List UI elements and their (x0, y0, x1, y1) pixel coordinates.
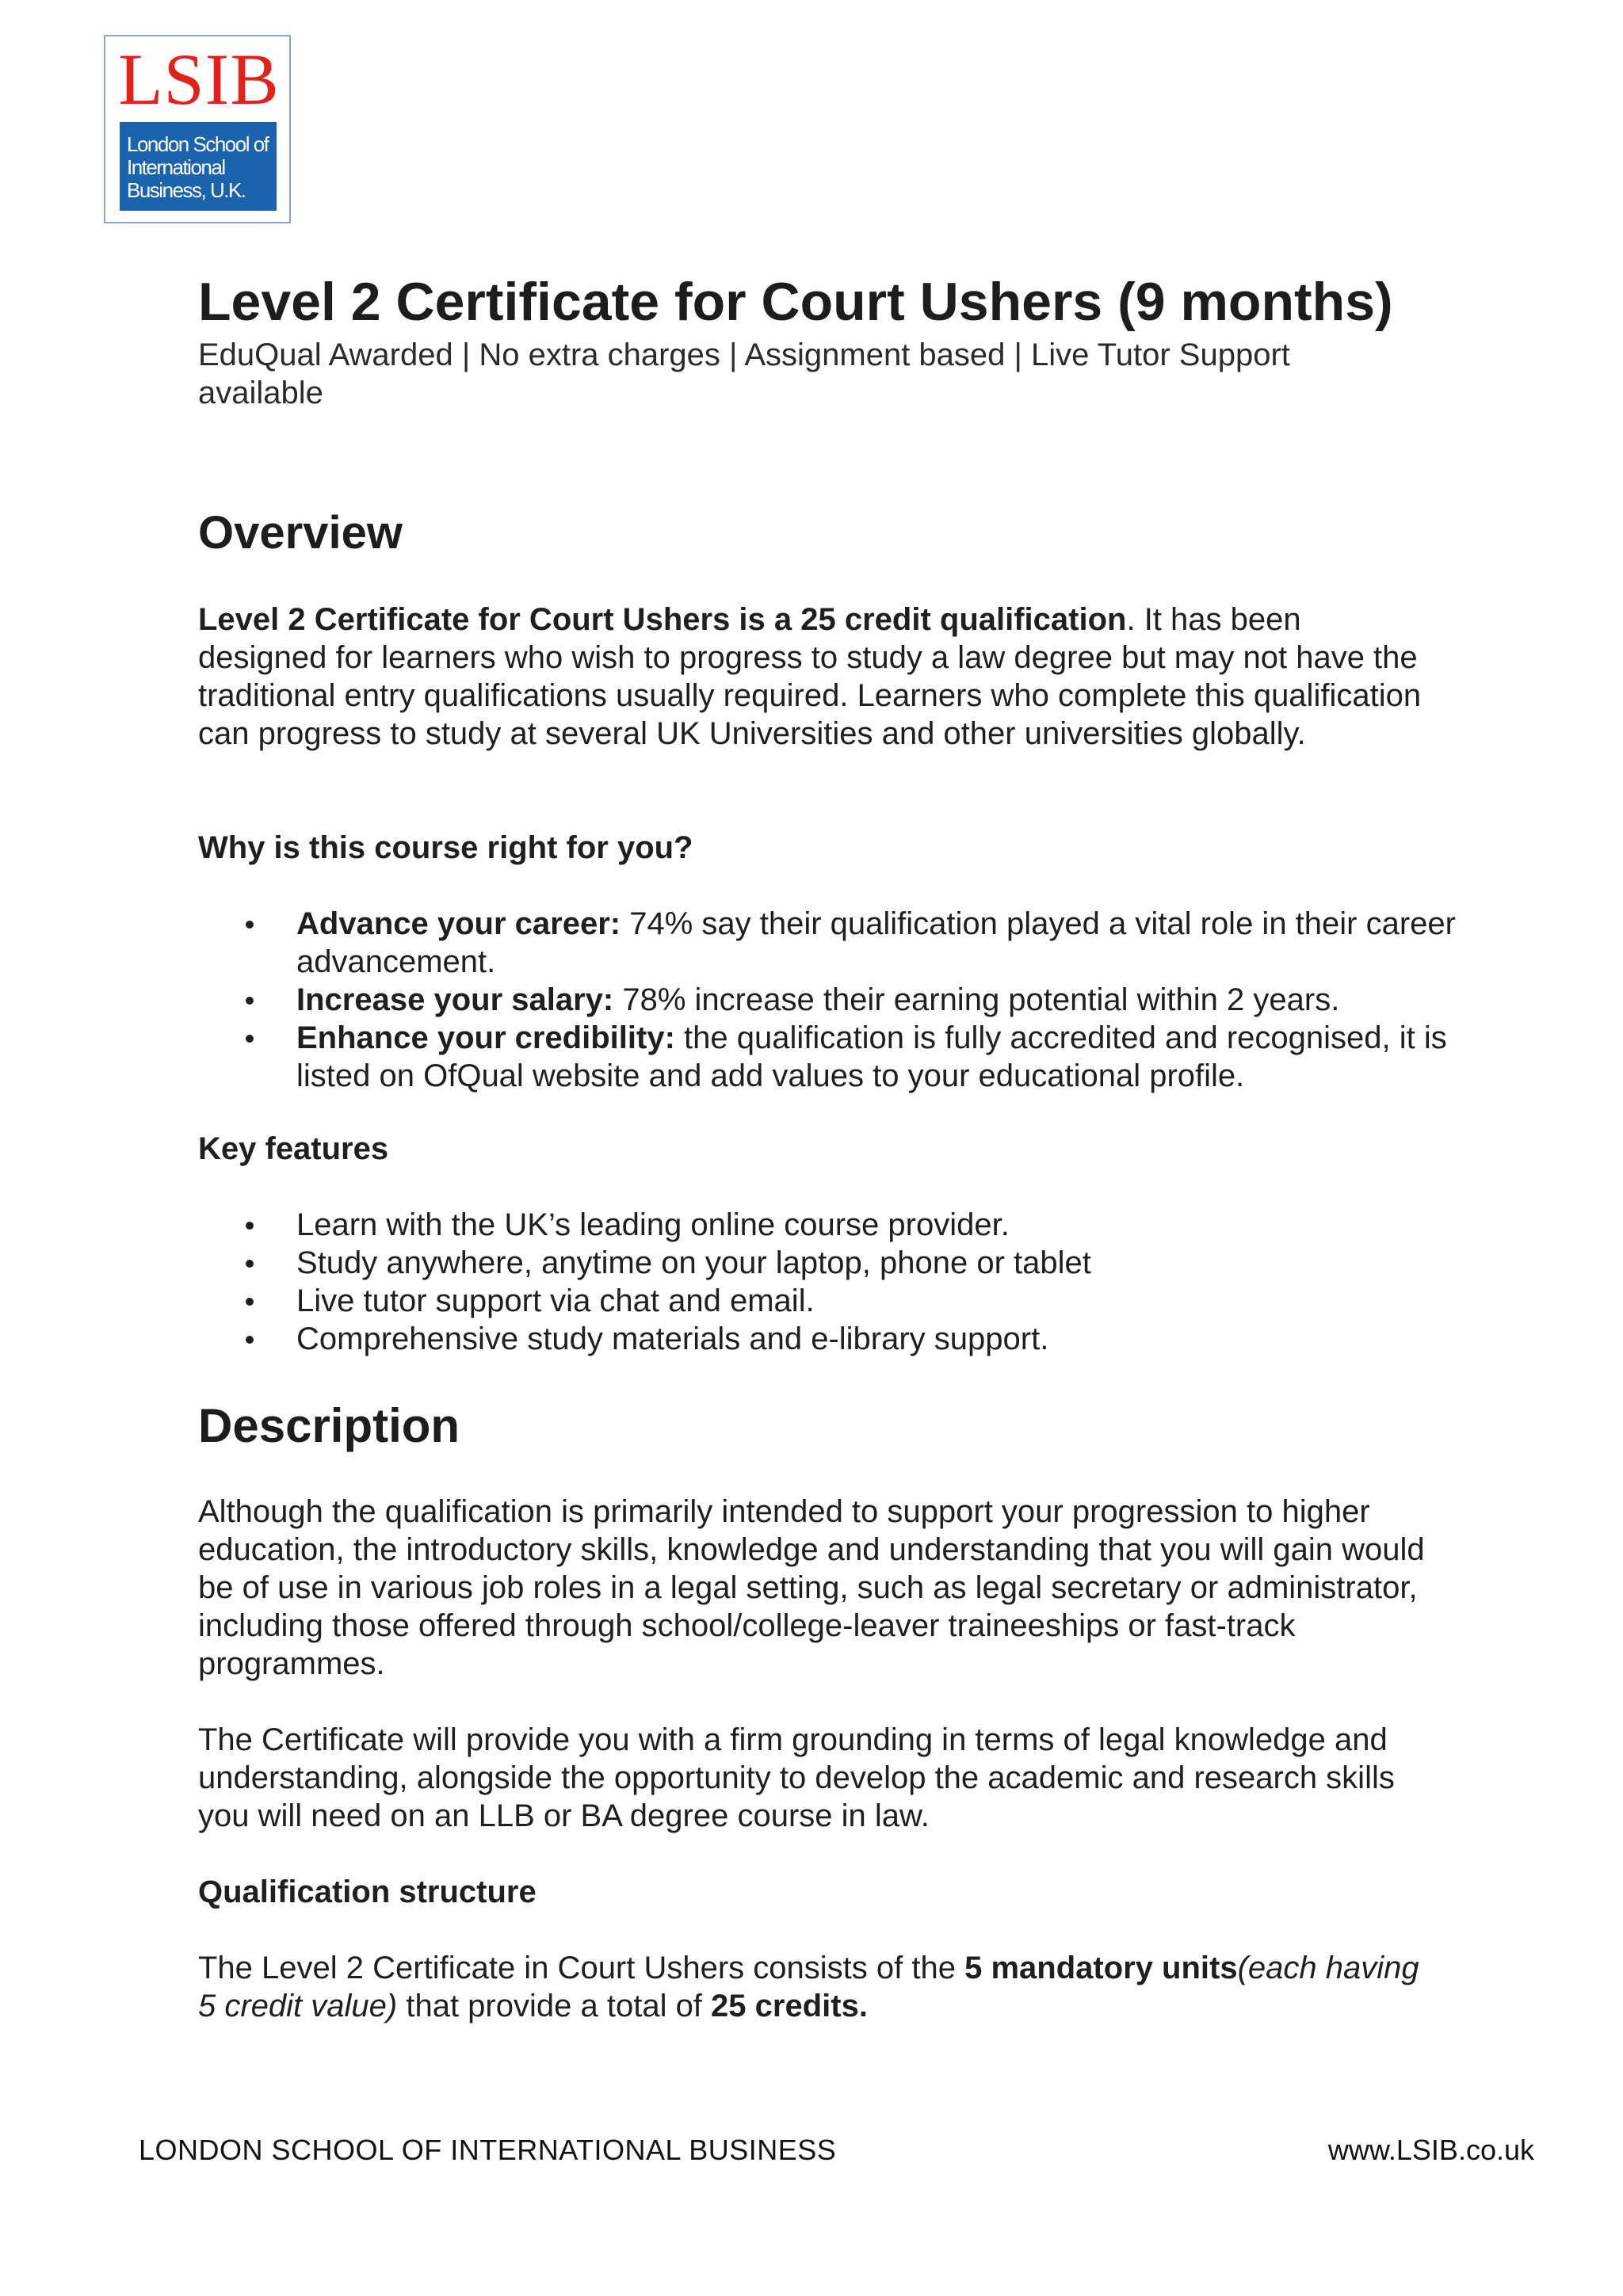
feature-text: Study anywhere, anytime on your laptop, phone or tablet (296, 1245, 1091, 1280)
overview-heading: Overview (198, 507, 403, 559)
page-title: Level 2 Certificate for Court Ushers (9 months) (198, 272, 1393, 332)
why-item-text: 74% say their qualification played a vital role in their career advancement. (296, 906, 1456, 979)
overview-intro-text: . It has been designed for learners who wish to progress to study a law degree but may not have the traditional entry qualifications usually required. Learners who complete this qualification can progress to study at several UK Universities and other universities globally. (198, 602, 1422, 751)
structure-text: The Level 2 Certificate in Court Ushers consists of the (198, 1951, 965, 1985)
bullet-icon (246, 921, 254, 929)
features-heading-wrap (198, 1130, 1434, 1168)
structure-para-wrap (198, 1949, 1434, 2025)
logo-tagline-line: London School of (127, 132, 269, 156)
description-para-2: The Certificate will provide you with a firm grounding in terms of legal knowledge and understanding, alongside the opportunity to develop the academic and research skills you will need on an LLB or BA degree course in law. (198, 1722, 1395, 1833)
bullet-icon (246, 1035, 254, 1043)
list-item (198, 1244, 1466, 1282)
overview-intro (198, 601, 1434, 753)
why-heading: Why is this course right for you? (198, 830, 693, 865)
logo-wordmark: LSIB (118, 39, 280, 120)
list-item (198, 1320, 1466, 1358)
description-para-1-wrap (198, 1493, 1434, 1683)
why-list (198, 905, 1466, 1095)
structure-heading: Qualification structure (198, 1875, 537, 1909)
bullet-icon (246, 1298, 254, 1306)
list-item (198, 1282, 1466, 1320)
description-para-2-wrap (198, 1721, 1434, 1835)
list-item (198, 981, 1466, 1019)
page-subtitle: EduQual Awarded | No extra charges | Assignment based | Live Tutor Support available (198, 338, 1290, 410)
features-list (198, 1206, 1466, 1358)
why-item-text: the qualification is fully accredited and recognised, it is listed on OfQual website and add values to your educational profile. (296, 1020, 1447, 1093)
logo-tagline-line: Business, U.K. (127, 178, 246, 202)
why-item-text: 78% increase their earning potential within 2 years. (613, 982, 1340, 1017)
why-heading-wrap (198, 829, 1434, 867)
bullet-icon (246, 1260, 254, 1268)
structure-text-2: that provide a total of (397, 1989, 712, 2023)
structure-units: 5 mandatory units (964, 1951, 1238, 1985)
why-item-label: Advance your career: (296, 906, 621, 941)
feature-text: Learn with the UK’s leading online course provider. (296, 1207, 1010, 1242)
structure-para (198, 1949, 1434, 2025)
list-item (198, 1206, 1466, 1244)
lsib-logo (104, 35, 291, 223)
bullet-icon (246, 1336, 254, 1344)
footer-website: www.LSIB.co.uk (1327, 2134, 1534, 2166)
description-heading: Description (198, 1399, 460, 1452)
bullet-icon (246, 1222, 254, 1230)
why-item-label: Enhance your credibility: (296, 1020, 675, 1055)
logo-tagline-line: International (127, 155, 225, 179)
feature-text: Live tutor support via chat and email. (296, 1283, 815, 1318)
list-item (198, 905, 1466, 981)
bullet-icon (246, 997, 254, 1005)
structure-heading-wrap (198, 1873, 1434, 1911)
description-para-1: Although the qualification is primarily intended to support your progression to higher education, the introductory skills, knowledge and understanding that you will gain would be of use in various job roles in a legal setting, such as legal secretary or administrator, including those offered through school/college-leaver traineeships or fast-track programmes. (198, 1494, 1425, 1681)
footer-org-name: LONDON SCHOOL OF INTERNATIONAL BUSINESS (139, 2134, 837, 2166)
logo-tagline-box (120, 122, 277, 211)
structure-total-credits: 25 credits. (711, 1989, 868, 2023)
feature-text: Comprehensive study materials and e-library support. (296, 1322, 1049, 1356)
features-heading: Key features (198, 1131, 389, 1166)
why-item-label: Increase your salary: (296, 982, 614, 1017)
list-item (198, 1019, 1466, 1095)
overview-intro-bold: Level 2 Certificate for Court Ushers is a 25 credit qualification (198, 602, 1127, 637)
structure-credit-note: (each having 5 credit value) (198, 1951, 1419, 2023)
